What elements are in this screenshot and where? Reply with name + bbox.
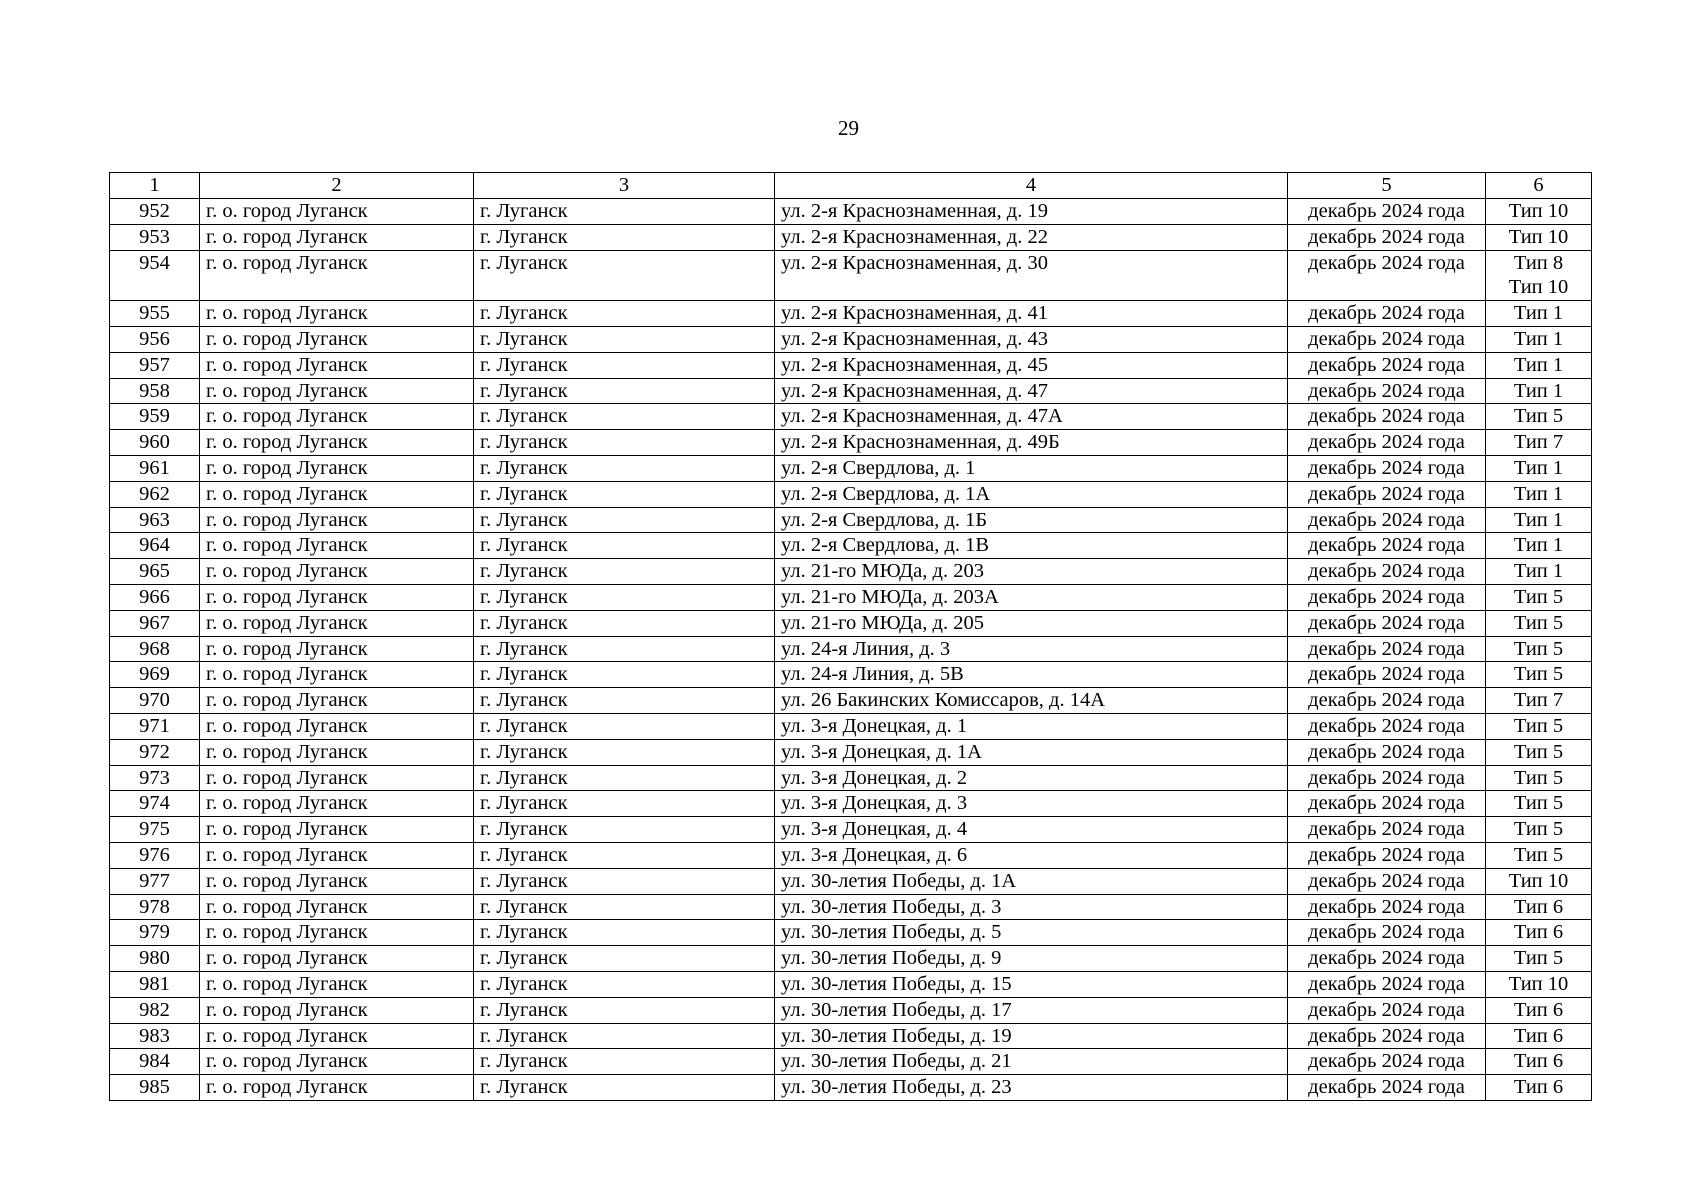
date-cell: декабрь 2024 года [1288, 326, 1486, 352]
table-row [110, 610, 1592, 636]
table-row [110, 636, 1592, 662]
table-row [110, 791, 1592, 817]
address-cell: ул. 2-я Краснознаменная, д. 49Б [775, 430, 1288, 456]
type-value: Тип 6 [1513, 1076, 1564, 1099]
row-number: 985 [110, 1075, 200, 1101]
type-cell [1486, 584, 1592, 610]
row-number: 959 [110, 404, 200, 430]
table-row [110, 352, 1592, 378]
city-cell: г. Луганск [474, 739, 775, 765]
date-cell: декабрь 2024 года [1288, 765, 1486, 791]
row-number: 966 [110, 584, 200, 610]
city-cell: г. Луганск [474, 507, 775, 533]
column-header-5: 5 [1288, 173, 1486, 199]
district-cell: г. о. город Луганск [200, 868, 474, 894]
address-cell: ул. 2-я Краснознаменная, д. 19 [775, 199, 1288, 225]
type-value: Тип 6 [1513, 1050, 1564, 1073]
type-value: Тип 5 [1513, 766, 1564, 789]
page-number: 29 [838, 116, 859, 140]
type-cell [1486, 636, 1592, 662]
date-cell: декабрь 2024 года [1288, 533, 1486, 559]
city-cell: г. Луганск [474, 533, 775, 559]
row-number: 970 [110, 688, 200, 714]
row-number: 969 [110, 662, 200, 688]
type-value: Тип 1 [1513, 302, 1564, 325]
type-value: Тип 10 [1508, 200, 1569, 222]
address-cell: ул. 30-летия Победы, д. 9 [775, 946, 1288, 972]
city-cell: г. Луганск [474, 455, 775, 481]
district-cell: г. о. город Луганск [200, 481, 474, 507]
type-cell [1486, 688, 1592, 714]
table-row [110, 713, 1592, 739]
date-cell: декабрь 2024 года [1288, 636, 1486, 662]
district-cell: г. о. город Луганск [200, 378, 474, 404]
type-cell [1486, 1049, 1592, 1075]
address-cell: ул. 30-летия Победы, д. 19 [775, 1023, 1288, 1049]
district-cell: г. о. город Луганск [200, 997, 474, 1023]
row-number: 976 [110, 842, 200, 868]
address-cell: ул. 30-летия Победы, д. 5 [775, 920, 1288, 946]
row-number: 956 [110, 326, 200, 352]
date-cell: декабрь 2024 года [1288, 199, 1486, 225]
city-cell: г. Луганск [474, 946, 775, 972]
row-number: 971 [110, 713, 200, 739]
city-cell: г. Луганск [474, 326, 775, 352]
address-cell: ул. 30-летия Победы, д. 23 [775, 1075, 1288, 1101]
type-cell [1486, 971, 1592, 997]
row-number: 974 [110, 791, 200, 817]
date-cell: декабрь 2024 года [1288, 430, 1486, 456]
date-cell: декабрь 2024 года [1288, 842, 1486, 868]
district-cell: г. о. город Луганск [200, 352, 474, 378]
table-row [110, 326, 1592, 352]
type-value: Тип 10 [1508, 972, 1569, 995]
row-number: 965 [110, 559, 200, 585]
table-row [110, 224, 1592, 250]
district-cell: г. о. город Луганск [200, 946, 474, 972]
district-cell: г. о. город Луганск [200, 688, 474, 714]
type-value: Тип 5 [1513, 740, 1564, 763]
address-cell: ул. 3-я Донецкая, д. 4 [775, 817, 1288, 843]
type-value: Тип 5 [1513, 818, 1564, 841]
type-value: Тип 6 [1513, 921, 1564, 944]
type-cell [1486, 842, 1592, 868]
address-cell: ул. 26 Бакинских Комиссаров, д. 14А [775, 688, 1288, 714]
type-value: Тип 5 [1513, 714, 1564, 737]
date-cell: декабрь 2024 года [1288, 920, 1486, 946]
type-cell [1486, 199, 1592, 225]
address-cell: ул. 3-я Донецкая, д. 3 [775, 791, 1288, 817]
address-cell: ул. 2-я Краснознаменная, д. 30 [775, 250, 1288, 301]
row-number: 982 [110, 997, 200, 1023]
row-number: 972 [110, 739, 200, 765]
address-cell: ул. 2-я Краснознаменная, д. 22 [775, 224, 1288, 250]
row-number: 978 [110, 894, 200, 920]
city-cell: г. Луганск [474, 894, 775, 920]
type-cell [1486, 765, 1592, 791]
city-cell: г. Луганск [474, 301, 775, 327]
table-row [110, 971, 1592, 997]
type-cell [1486, 352, 1592, 378]
city-cell: г. Луганск [474, 1075, 775, 1101]
table-row [110, 507, 1592, 533]
address-cell: ул. 2-я Свердлова, д. 1В [775, 533, 1288, 559]
address-cell: ул. 24-я Линия, д. 3 [775, 636, 1288, 662]
district-cell: г. о. город Луганск [200, 584, 474, 610]
header-row [110, 173, 1592, 199]
type-value: Тип 1 [1513, 456, 1564, 479]
type-value: Тип 5 [1513, 843, 1564, 866]
date-cell: декабрь 2024 года [1288, 584, 1486, 610]
type-value: Тип 1 [1513, 327, 1564, 350]
row-number: 983 [110, 1023, 200, 1049]
table-row [110, 765, 1592, 791]
table-row [110, 1023, 1592, 1049]
district-cell: г. о. город Луганск [200, 1075, 474, 1101]
type-value: Тип 1 [1513, 379, 1564, 402]
address-cell: ул. 21-го МЮДа, д. 205 [775, 610, 1288, 636]
address-cell: ул. 2-я Краснознаменная, д. 47А [775, 404, 1288, 430]
date-cell: декабрь 2024 года [1288, 481, 1486, 507]
district-cell: г. о. город Луганск [200, 765, 474, 791]
date-cell: декабрь 2024 года [1288, 946, 1486, 972]
address-cell: ул. 30-летия Победы, д. 3 [775, 894, 1288, 920]
type-value: Тип 1 [1513, 508, 1564, 531]
district-cell: г. о. город Луганск [200, 199, 474, 225]
row-number: 977 [110, 868, 200, 894]
table-row [110, 920, 1592, 946]
type-cell [1486, 610, 1592, 636]
city-cell: г. Луганск [474, 224, 775, 250]
date-cell: декабрь 2024 года [1288, 868, 1486, 894]
district-cell: г. о. город Луганск [200, 842, 474, 868]
type-cell [1486, 997, 1592, 1023]
address-cell: ул. 2-я Краснознаменная, д. 41 [775, 301, 1288, 327]
address-cell: ул. 3-я Донецкая, д. 1А [775, 739, 1288, 765]
city-cell: г. Луганск [474, 662, 775, 688]
type-cell [1486, 1075, 1592, 1101]
table-row [110, 250, 1592, 301]
city-cell: г. Луганск [474, 971, 775, 997]
type-cell [1486, 946, 1592, 972]
row-number: 980 [110, 946, 200, 972]
address-cell: ул. 3-я Донецкая, д. 1 [775, 713, 1288, 739]
city-cell: г. Луганск [474, 842, 775, 868]
type-value: Тип 10 [1508, 275, 1569, 298]
row-number: 957 [110, 352, 200, 378]
date-cell: декабрь 2024 года [1288, 739, 1486, 765]
column-header-2: 2 [200, 173, 474, 199]
city-cell: г. Луганск [474, 199, 775, 225]
row-number: 981 [110, 971, 200, 997]
type-cell [1486, 791, 1592, 817]
city-cell: г. Луганск [474, 868, 775, 894]
district-cell: г. о. город Луганск [200, 636, 474, 662]
type-cell [1486, 662, 1592, 688]
type-value: Тип 5 [1513, 585, 1564, 608]
row-number: 984 [110, 1049, 200, 1075]
city-cell: г. Луганск [474, 713, 775, 739]
registry-table [109, 172, 1592, 1101]
row-number: 975 [110, 817, 200, 843]
date-cell: декабрь 2024 года [1288, 559, 1486, 585]
column-header-1: 1 [110, 173, 200, 199]
type-cell [1486, 817, 1592, 843]
date-cell: декабрь 2024 года [1288, 378, 1486, 404]
type-value: Тип 5 [1513, 611, 1564, 634]
address-cell: ул. 30-летия Победы, д. 1А [775, 868, 1288, 894]
address-cell: ул. 2-я Свердлова, д. 1Б [775, 507, 1288, 533]
city-cell: г. Луганск [474, 791, 775, 817]
city-cell: г. Луганск [474, 1023, 775, 1049]
table-row [110, 481, 1592, 507]
type-cell [1486, 250, 1592, 301]
type-cell [1486, 868, 1592, 894]
district-cell: г. о. город Луганск [200, 610, 474, 636]
row-number: 963 [110, 507, 200, 533]
type-value: Тип 5 [1513, 947, 1564, 970]
type-cell [1486, 430, 1592, 456]
row-number: 958 [110, 378, 200, 404]
table-body [110, 199, 1592, 1101]
type-value: Тип 6 [1513, 998, 1564, 1021]
district-cell: г. о. город Луганск [200, 713, 474, 739]
table-row [110, 894, 1592, 920]
city-cell: г. Луганск [474, 250, 775, 301]
date-cell: декабрь 2024 года [1288, 224, 1486, 250]
date-cell: декабрь 2024 года [1288, 997, 1486, 1023]
type-value: Тип 1 [1513, 482, 1564, 505]
row-number: 961 [110, 455, 200, 481]
address-cell: ул. 30-летия Победы, д. 15 [775, 971, 1288, 997]
type-cell [1486, 481, 1592, 507]
district-cell: г. о. город Луганск [200, 301, 474, 327]
type-cell [1486, 533, 1592, 559]
district-cell: г. о. город Луганск [200, 739, 474, 765]
address-cell: ул. 30-летия Победы, д. 21 [775, 1049, 1288, 1075]
district-cell: г. о. город Луганск [200, 791, 474, 817]
city-cell: г. Луганск [474, 997, 775, 1023]
table-row [110, 739, 1592, 765]
table-row [110, 842, 1592, 868]
table-row [110, 455, 1592, 481]
type-cell [1486, 739, 1592, 765]
address-cell: ул. 2-я Краснознаменная, д. 45 [775, 352, 1288, 378]
address-cell: ул. 3-я Донецкая, д. 6 [775, 842, 1288, 868]
row-number: 952 [110, 199, 200, 225]
date-cell: декабрь 2024 года [1288, 971, 1486, 997]
date-cell: декабрь 2024 года [1288, 301, 1486, 327]
column-header-4: 4 [775, 173, 1288, 199]
row-number: 953 [110, 224, 200, 250]
type-value: Тип 7 [1513, 689, 1564, 712]
row-number: 955 [110, 301, 200, 327]
address-cell: ул. 2-я Свердлова, д. 1 [775, 455, 1288, 481]
table-row [110, 1075, 1592, 1101]
date-cell: декабрь 2024 года [1288, 662, 1486, 688]
district-cell: г. о. город Луганск [200, 404, 474, 430]
city-cell: г. Луганск [474, 636, 775, 662]
address-cell: ул. 24-я Линия, д. 5В [775, 662, 1288, 688]
district-cell: г. о. город Луганск [200, 559, 474, 585]
district-cell: г. о. город Луганск [200, 455, 474, 481]
date-cell: декабрь 2024 года [1288, 404, 1486, 430]
type-cell [1486, 507, 1592, 533]
table-row [110, 1049, 1592, 1075]
row-number: 960 [110, 430, 200, 456]
row-number: 962 [110, 481, 200, 507]
date-cell: декабрь 2024 года [1288, 250, 1486, 301]
district-cell: г. о. город Луганск [200, 920, 474, 946]
type-cell [1486, 404, 1592, 430]
type-value: Тип 8 [1513, 251, 1564, 274]
table-row [110, 817, 1592, 843]
city-cell: г. Луганск [474, 352, 775, 378]
district-cell: г. о. город Луганск [200, 662, 474, 688]
type-value: Тип 1 [1513, 534, 1564, 557]
row-number: 967 [110, 610, 200, 636]
date-cell: декабрь 2024 года [1288, 1023, 1486, 1049]
district-cell: г. о. город Луганск [200, 817, 474, 843]
date-cell: декабрь 2024 года [1288, 791, 1486, 817]
table-row [110, 946, 1592, 972]
type-cell [1486, 1023, 1592, 1049]
city-cell: г. Луганск [474, 404, 775, 430]
type-value: Тип 10 [1508, 225, 1569, 248]
date-cell: декабрь 2024 года [1288, 455, 1486, 481]
city-cell: г. Луганск [474, 765, 775, 791]
date-cell: декабрь 2024 года [1288, 713, 1486, 739]
district-cell: г. о. город Луганск [200, 326, 474, 352]
district-cell: г. о. город Луганск [200, 224, 474, 250]
row-number: 973 [110, 765, 200, 791]
district-cell: г. о. город Луганск [200, 507, 474, 533]
table-row [110, 997, 1592, 1023]
date-cell: декабрь 2024 года [1288, 688, 1486, 714]
address-cell: ул. 2-я Краснознаменная, д. 43 [775, 326, 1288, 352]
city-cell: г. Луганск [474, 481, 775, 507]
address-cell: ул. 3-я Донецкая, д. 2 [775, 765, 1288, 791]
table-row [110, 533, 1592, 559]
type-cell [1486, 559, 1592, 585]
address-cell: ул. 30-летия Победы, д. 17 [775, 997, 1288, 1023]
city-cell: г. Луганск [474, 584, 775, 610]
date-cell: декабрь 2024 года [1288, 817, 1486, 843]
district-cell: г. о. город Луганск [200, 430, 474, 456]
type-cell [1486, 713, 1592, 739]
date-cell: декабрь 2024 года [1288, 1049, 1486, 1075]
column-header-6: 6 [1486, 173, 1592, 199]
city-cell: г. Луганск [474, 430, 775, 456]
type-cell [1486, 894, 1592, 920]
type-cell [1486, 455, 1592, 481]
type-value: Тип 1 [1513, 353, 1564, 376]
address-cell: ул. 21-го МЮДа, д. 203А [775, 584, 1288, 610]
table-row [110, 199, 1592, 225]
type-cell [1486, 378, 1592, 404]
district-cell: г. о. город Луганск [200, 1023, 474, 1049]
row-number: 964 [110, 533, 200, 559]
row-number: 968 [110, 636, 200, 662]
table-row [110, 688, 1592, 714]
district-cell: г. о. город Луганск [200, 250, 474, 301]
table-row [110, 559, 1592, 585]
column-header-3: 3 [474, 173, 775, 199]
table-row [110, 404, 1592, 430]
district-cell: г. о. город Луганск [200, 533, 474, 559]
table-row [110, 662, 1592, 688]
type-value: Тип 7 [1513, 431, 1564, 454]
city-cell: г. Луганск [474, 559, 775, 585]
district-cell: г. о. город Луганск [200, 971, 474, 997]
date-cell: декабрь 2024 года [1288, 1075, 1486, 1101]
address-cell: ул. 2-я Свердлова, д. 1А [775, 481, 1288, 507]
district-cell: г. о. город Луганск [200, 1049, 474, 1075]
type-value: Тип 5 [1513, 792, 1564, 815]
type-value: Тип 1 [1513, 560, 1564, 583]
table-row [110, 868, 1592, 894]
table-row [110, 584, 1592, 610]
district-cell: г. о. город Луганск [200, 894, 474, 920]
address-cell: ул. 2-я Краснознаменная, д. 47 [775, 378, 1288, 404]
type-value: Тип 5 [1513, 405, 1564, 428]
type-value: Тип 5 [1513, 637, 1564, 660]
date-cell: декабрь 2024 года [1288, 894, 1486, 920]
city-cell: г. Луганск [474, 817, 775, 843]
city-cell: г. Луганск [474, 378, 775, 404]
table-header [110, 173, 1592, 199]
city-cell: г. Луганск [474, 920, 775, 946]
type-cell [1486, 301, 1592, 327]
row-number: 979 [110, 920, 200, 946]
row-number: 954 [110, 250, 200, 301]
table-row [110, 378, 1592, 404]
city-cell: г. Луганск [474, 688, 775, 714]
city-cell: г. Луганск [474, 1049, 775, 1075]
type-value: Тип 6 [1513, 1024, 1564, 1047]
type-value: Тип 10 [1508, 869, 1569, 892]
date-cell: декабрь 2024 года [1288, 352, 1486, 378]
table-row [110, 430, 1592, 456]
type-cell [1486, 920, 1592, 946]
date-cell: декабрь 2024 года [1288, 610, 1486, 636]
type-value: Тип 6 [1513, 895, 1564, 918]
type-value: Тип 5 [1513, 663, 1564, 686]
type-cell [1486, 224, 1592, 250]
city-cell: г. Луганск [474, 610, 775, 636]
address-cell: ул. 21-го МЮДа, д. 203 [775, 559, 1288, 585]
table-row [110, 301, 1592, 327]
type-cell [1486, 326, 1592, 352]
date-cell: декабрь 2024 года [1288, 507, 1486, 533]
